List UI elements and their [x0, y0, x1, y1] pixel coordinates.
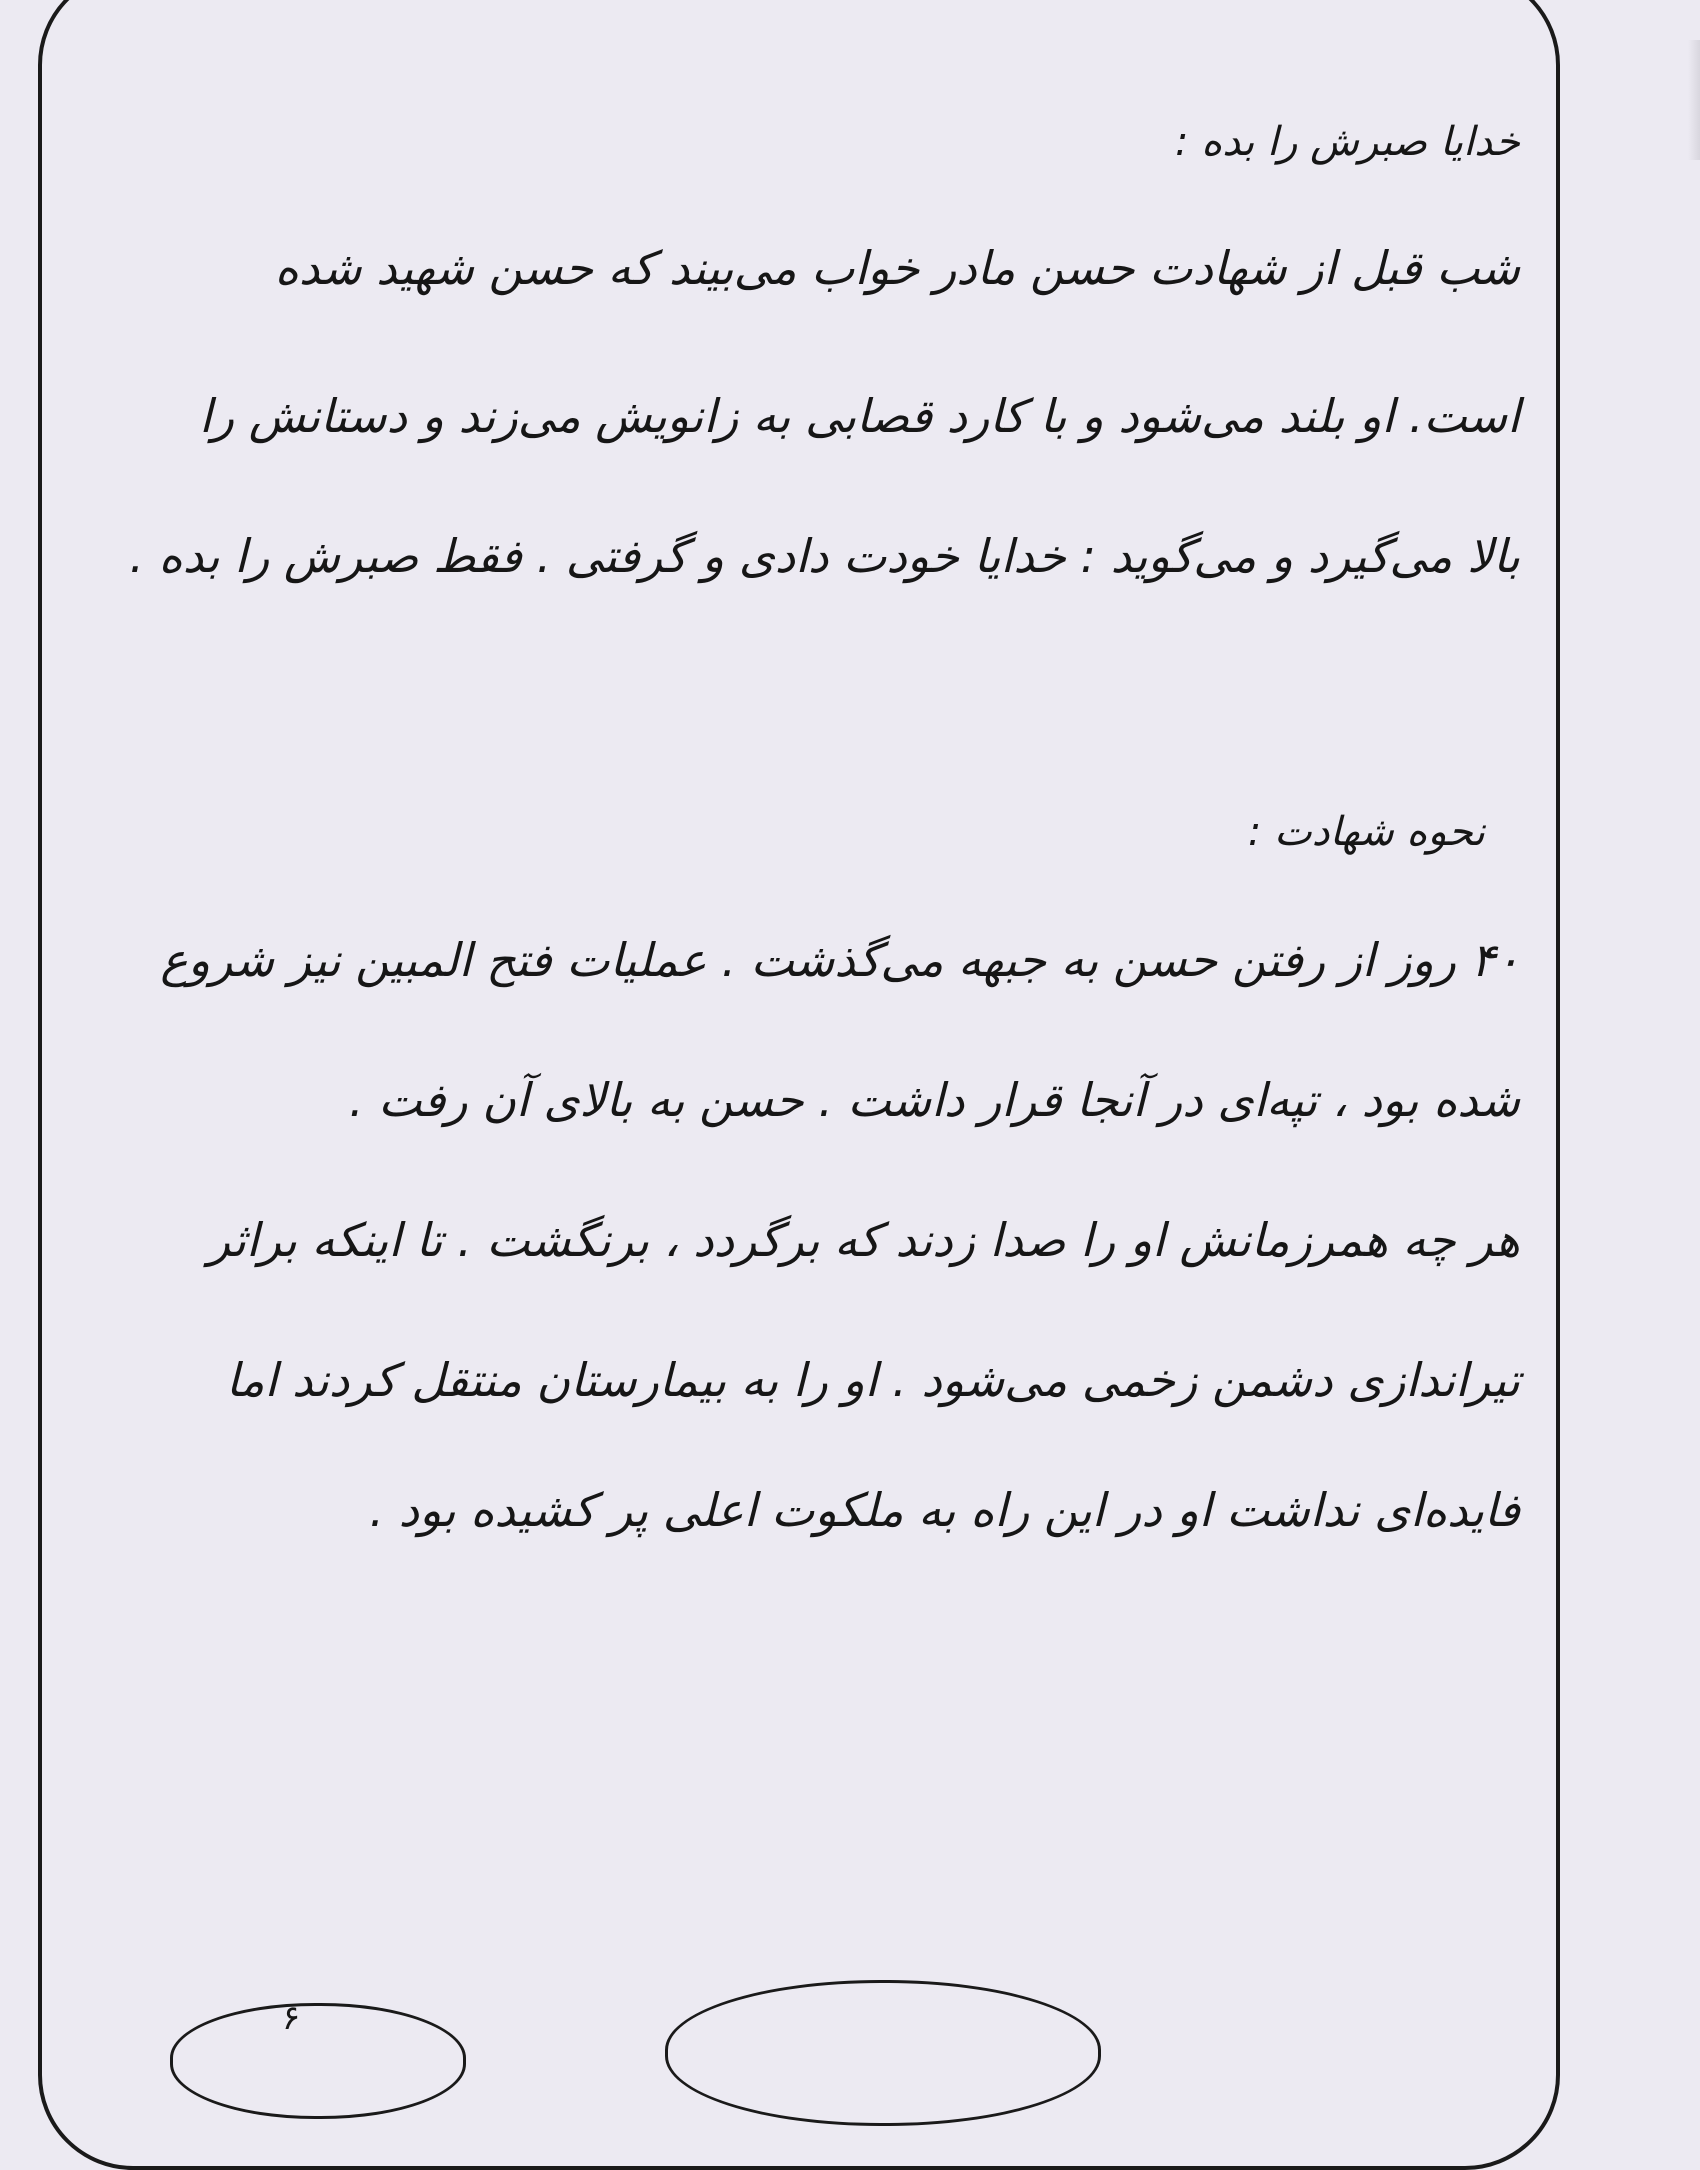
section2-line-5: فایده‌ای نداشت او در این راه به ملکوت اعلی پر کشیده بود .: [369, 1483, 1520, 1537]
footer-stamp-oval: [665, 1980, 1101, 2126]
page-edge-shadow: [1688, 40, 1700, 160]
section1-line-3: بالا می‌گیرد و می‌گوید : خدایا خودت دادی و گرفتی . فقط صبرش را بده .: [129, 529, 1520, 583]
section1-heading: خدایا صبرش را بده :: [1175, 119, 1520, 165]
section1-line-1: شب قبل از شهادت حسن مادر خواب می‌بیند که حسن شهید شده: [274, 241, 1520, 295]
section2-line-2: شده بود ، تپه‌ای در آنجا قرار داشت . حسن به بالای آن رفت .: [348, 1073, 1520, 1127]
section2-line-1: ۴۰ روز از رفتن حسن به جبهه می‌گذشت . عملیات فتح المبین نیز شروع: [160, 933, 1520, 987]
section1-line-2: است. او بلند می‌شود و با کارد قصابی به زانویش می‌زند و دستانش را: [199, 389, 1520, 443]
section2-heading: نحوه شهادت :: [1247, 809, 1485, 855]
section2-line-4: تیراندازی دشمن زخمی می‌شود . او را به بیمارستان منتقل کردند اما: [225, 1353, 1520, 1407]
section2-line-3: هر چه همرزمانش او را صدا زدند که برگردد ، برنگشت . تا اینکه براثر: [207, 1213, 1520, 1267]
page-number-oval: [170, 2003, 466, 2119]
page-number: ۶: [282, 1998, 301, 2038]
